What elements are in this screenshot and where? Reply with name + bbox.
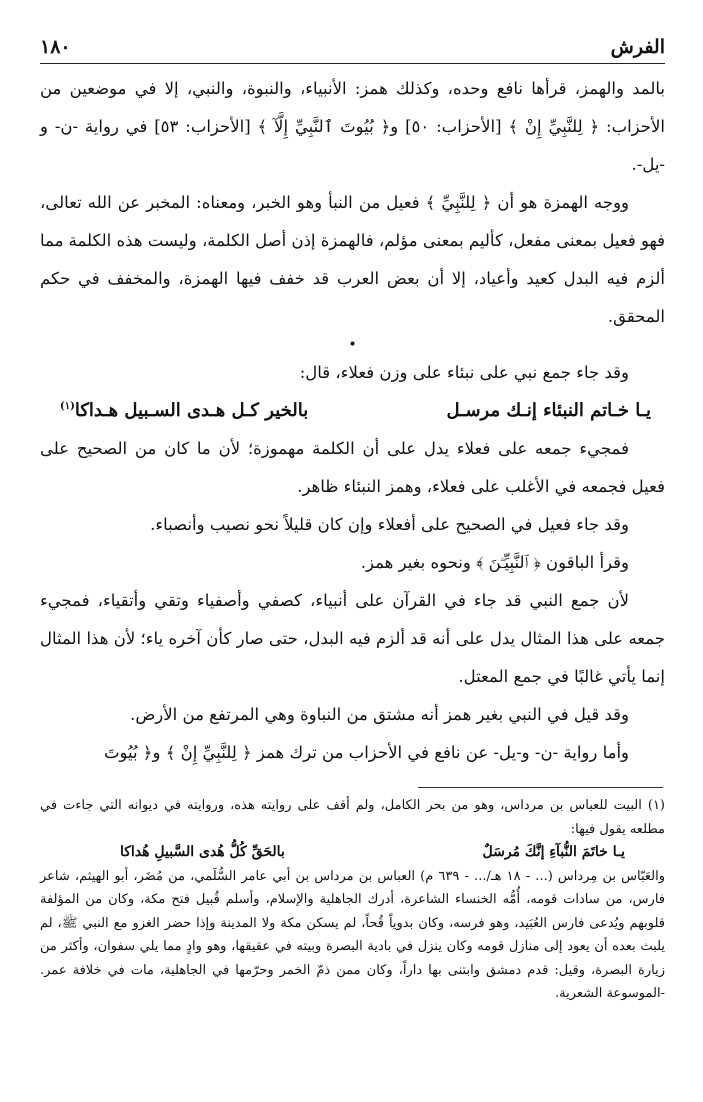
- footnote-marker[interactable]: (١): [60, 401, 75, 412]
- paragraph-2: ووجه الهمزة هو أن ﴿ لِلنَّبِيِّ ﴾ فعيل من النبأ وهو الخبر، ومعناه: المخبر عن الله تعالى، فهو فعيل بمعنى مفعل، كأليم بمعنى مؤلم، فالهمزة إذن أصل الكلمة، وليست هذه الكلمة مما ألزم فيه البدل كعيد وأعياد، إلا أن بعض العرب قد خفف فيها الهمزة، والمخفف في حكم المحقق.: [40, 193, 665, 326]
- footnote-intro: (١) البيت للعباس بن مرداس، وهو من بحر الكامل، ولم أقف على روايته هذه، وروايته في ديوانه التي جاءت في مطلعه يقول فيها:: [40, 798, 665, 837]
- footnote-rule: [418, 787, 663, 788]
- footnote-verse: [40, 841, 665, 865]
- poem-verse: [40, 392, 665, 430]
- paragraph-8: وقد قيل في النبي بغير همز أنه مشتق من النباوة وهي المرتفع من الأرض.: [130, 705, 629, 724]
- paragraph-6: وقرأ الباقون ﴿ ٱلنَّبِيِّـۧنَ ﴾ ونحوه بغير همز.: [360, 553, 629, 572]
- page-header: [40, 36, 665, 66]
- main-text: [40, 70, 665, 772]
- verse-hemistich-right: يـا خـاتم النبئاء إنـك مرسـل: [446, 400, 651, 421]
- page-number: ١٨٠: [40, 36, 71, 58]
- paragraph-1: بالمد والهمز، قرأها نافع وحده، وكذلك همز: الأنبياء، والنبوة، والنبي، إلا في موضعين من الأحزاب: ﴿ لِلنَّبِيِّ إِنْ ﴾ [الأحزاب: ٥٠] و﴿ بُيُوتَ ٱلنَّبِيِّ إِلَّآ ﴾ [الأحزاب: ٥٣] في رواية -ن- و -يل-.: [40, 79, 665, 174]
- header-rule: [40, 63, 665, 64]
- ornament-dot: •: [348, 337, 357, 353]
- paragraph-3: وقد جاء جمع نبي على نبئاء على وزن فعلاء، قال:: [299, 363, 629, 382]
- footnote-verse-left: بالحَقِّ كُلُّ هُدى السَّبيلِ هُداكا: [120, 844, 285, 860]
- footnote-bio: والعَبّاس بن مِرداس (... - ١٨ هـ/... - ٦٣٩ م) العباس بن مرداس بن أبي عامر السُّلَمي، من مُضَر، أبو الهيثم، شاعر فارس، من سادات قومه، أُمُّه الخنساء الشاعرة، أدرك الجاهلية والإسلام، وأسلم قُبيل فتح مكة، وكان من المؤلفة قلوبهم ويُدعى فارس العُبَيد، وهو فرسه، وكان بدوياً قُحاً، لم يسكن مكة ولا المدينة وإذا حضر الغزو مع النبي ﷺ، لم يلبث بعده أن يعود إلى منازل قومه وكان ينزل في بادية البصرة وبيته في عقيقها، وهو وادٍ مما يلي سفوان، وأكثر من زيارة البصرة، وقيل: قدم دمشق وابتنى بها داراً، وكان ممن ذمّ الخمر وحرّمها في الجاهلية، مات في خلافة عمر. -الموسوعة الشعرية.: [40, 868, 666, 1001]
- paragraph-7: لأن جمع النبي قد جاء في القرآن على أنبياء، كصفي وأصفياء وتقي وأتقياء، فمجيء جمعه على هذا المثال يدل على أنه قد ألزم فيه البدل، حتى صار كأن آخره ياء؛ لأن هذا المثال إنما يأتي غالبًا في جمع المعتل.: [40, 591, 665, 686]
- footnotes: [40, 794, 665, 1006]
- footnote-verse-right: يـا خاتَمَ النُّبآءِ إنَّكَ مُرسَلٌ: [482, 844, 625, 860]
- paragraph-5: وقد جاء فعيل في الصحيح على أفعلاء وإن كان قليلاً نحو نصيب وأنصباء.: [150, 515, 629, 534]
- paragraph-4: فمجيء جمعه على فعلاء يدل على أن الكلمة مهموزة؛ لأن ما كان من الصحيح على فعيل فجمعه في الأغلب على فعلاء، وهمز النبئاء ظاهر.: [40, 439, 665, 496]
- paragraph-9: وأما رواية -ن- و-يل- عن نافع في الأحزاب من ترك همز ﴿ لِلنَّبِيِّ إِنْ ﴾ و﴿ بُيُوتَ: [103, 743, 629, 762]
- verse-hemistich-left: بالخير كـل هـدى السـبيل هـداكا$^{(١)}$: [60, 400, 309, 421]
- section-title: الفرش: [610, 36, 665, 58]
